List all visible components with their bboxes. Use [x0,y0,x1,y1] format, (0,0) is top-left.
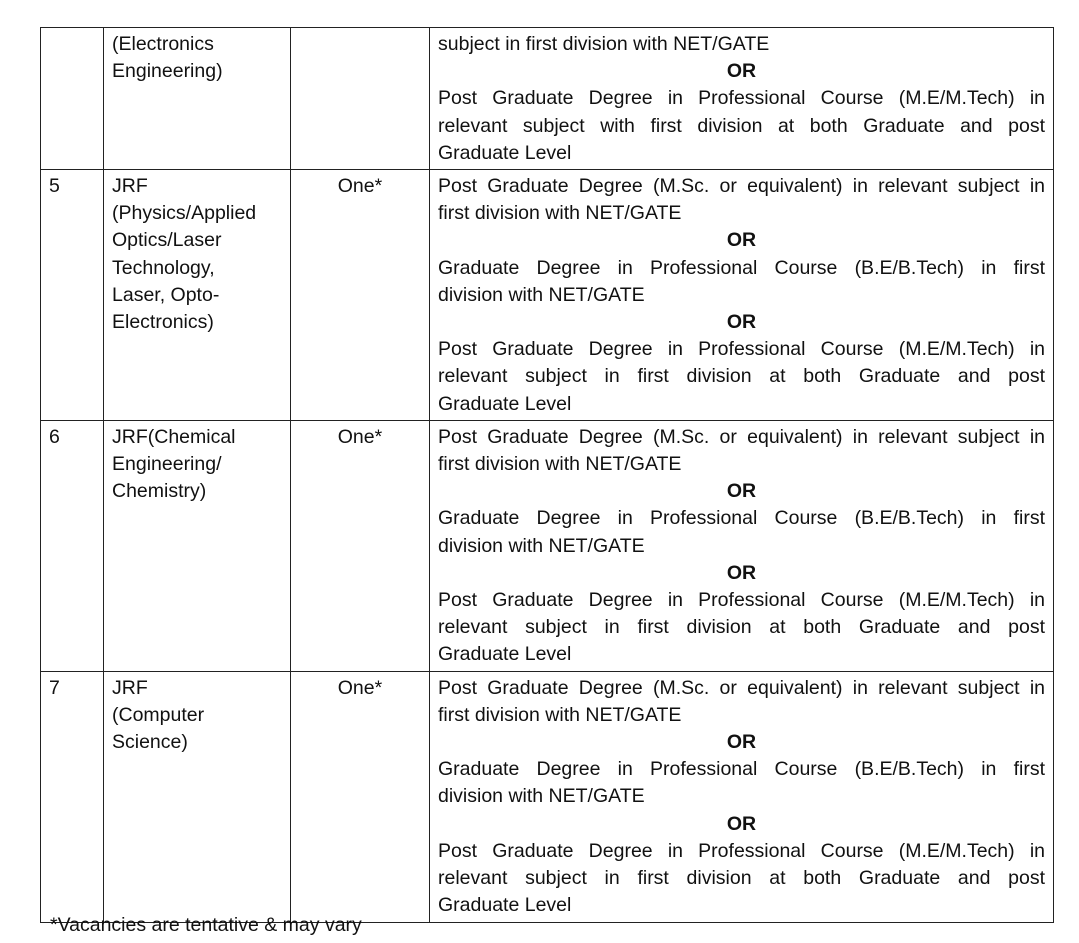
vacancy-count-cell: One* [291,671,430,922]
post-name-cell [104,420,291,671]
qualification-line: Graduate Degree in Professional Course (B.E/B.Tech) in first [438,758,1045,781]
or-separator: OR [726,229,757,252]
post-name-line: Electronics) [112,311,214,334]
qualification-line: Graduate Level [438,392,572,415]
serial-number-cell: 5 [41,170,104,421]
vacancy-count-cell: One* [291,420,430,671]
qualification-line: Graduate Level [438,141,572,164]
post-name-line: JRF [112,676,148,699]
or-separator: OR [726,561,757,584]
post-name-cell [104,28,291,170]
qualification-cell [430,420,1054,671]
qualification-line: Post Graduate Degree in Professional Course (M.E/M.Tech) in [438,839,1045,862]
serial-number-cell [41,28,104,170]
or-separator: OR [726,812,757,835]
post-name-cell [104,170,291,421]
qualification-cell [430,671,1054,922]
or-separator: OR [726,311,757,334]
serial-number-cell: 7 [41,671,104,922]
vacancy-count-cell: One* [291,170,430,421]
post-name-line: (Physics/Applied [112,202,257,225]
vacancy-table-body [41,28,1054,923]
vacancy-count-cell [291,28,430,170]
qualification-line: relevant subject in first division at both Graduate and post [438,616,1045,639]
qualification-line: subject in first division with NET/GATE [438,33,770,55]
post-name-line: (Computer [112,703,205,726]
qualification-cell [430,28,1054,170]
qualification-line: division with NET/GATE [438,283,645,306]
qualification-line: division with NET/GATE [438,534,645,557]
qualification-line: first division with NET/GATE [438,453,682,476]
post-name-line: Technology, [112,256,215,279]
or-separator: OR [726,60,757,83]
vacancy-table [40,27,1054,923]
qualification-line: Post Graduate Degree in Professional Course (M.E/M.Tech) in [438,338,1045,361]
table-row [41,170,1054,421]
post-name-line: Science) [112,731,188,754]
table-row [41,28,1054,170]
qualification-line: Post Graduate Degree in Professional Course (M.E/M.Tech) in [438,589,1045,612]
post-name-cell [104,671,291,922]
vacancy-footnote: *Vacancies are tentative & may vary [50,914,362,936]
qualification-line: first division with NET/GATE [438,202,682,225]
qualification-line: relevant subject with first division at both Graduate and post [438,114,1045,137]
serial-number-cell: 6 [41,420,104,671]
table-row [41,420,1054,671]
qualification-line: Graduate Level [438,894,572,917]
qualification-line: Graduate Degree in Professional Course (B.E/B.Tech) in first [438,507,1045,530]
post-name-line: Engineering/ [112,453,222,476]
or-separator: OR [726,480,757,503]
qualification-line: Post Graduate Degree (M.Sc. or equivalent) in relevant subject in [438,175,1045,198]
qualification-cell [430,170,1054,421]
qualification-line: first division with NET/GATE [438,703,682,726]
qualification-line: Graduate Level [438,643,572,666]
post-name-line: Optics/Laser [112,229,222,252]
or-separator: OR [726,731,757,754]
post-name-line: Laser, Opto- [112,283,220,306]
post-name-line: Chemistry) [112,480,207,503]
qualification-line: Post Graduate Degree (M.Sc. or equivalent) in relevant subject in [438,676,1045,699]
qualification-line: Post Graduate Degree in Professional Course (M.E/M.Tech) in [438,87,1045,110]
post-name-line: JRF(Chemical [112,425,236,448]
post-name-line: Engineering) [112,60,223,83]
table-row [41,671,1054,922]
qualification-line: Post Graduate Degree (M.Sc. or equivalent) in relevant subject in [438,425,1045,448]
qualification-line: relevant subject in first division at both Graduate and post [438,365,1045,388]
qualification-line: relevant subject in first division at both Graduate and post [438,867,1045,890]
post-name-line: JRF [112,175,148,198]
qualification-line: Graduate Degree in Professional Course (B.E/B.Tech) in first [438,256,1045,279]
qualification-line: division with NET/GATE [438,785,645,808]
post-name-line: (Electronics [112,33,214,55]
